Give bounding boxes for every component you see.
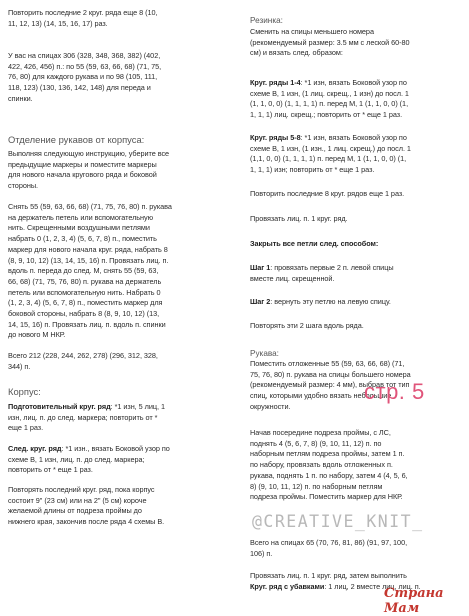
text-line: нижнего края, закончив после ряда 4 схемы В. xyxy=(8,517,165,527)
text-line: 11, 12, 13) (14, 15, 16, 17) раз. xyxy=(8,18,108,28)
text-line: окружности. xyxy=(250,401,291,411)
text-line: вдоль п. переда до след. М, снять 55 (59, 63, xyxy=(8,266,159,276)
text-line: 8) (9, 10, 11, 12) п. по наборным петлям xyxy=(250,481,383,491)
section-heading: Рукава: xyxy=(250,349,279,358)
section-heading: Корпус: xyxy=(8,386,41,397)
bold-text-block xyxy=(250,263,394,284)
text-line: Сменить на спицы меньшего номера xyxy=(250,27,374,36)
section-heading: Отделение рукавов от корпуса: xyxy=(8,134,145,145)
text-line: Поместить отложенные 55 (59, 63, 66, 68) (71, xyxy=(250,359,405,368)
text-line: Повторить последние 2 круг. ряда еще 8 (10, xyxy=(8,8,158,17)
text-line: изн, лиц. п. до след. маркера; повторить от * xyxy=(8,412,158,422)
text-line: (рекомендуемый размер: 3.5 мм с леской 60-80 xyxy=(250,37,410,47)
text-line: наборным петлям подреза проймы, затем 1 п. xyxy=(250,449,405,459)
text-line: (1, 2, 3, 4) (5, 6, 7, 8) п., поместить маркер для xyxy=(8,298,163,308)
text-line: (8, 9, 10, 12) (13, 14, 15, 16) п. Провязать лиц. п. xyxy=(8,255,169,265)
text-line: подреза проймы. Поместить маркер для НКР. xyxy=(250,492,403,502)
bold-label: Круг. ряды 1-4 xyxy=(250,78,301,87)
text-line: поднять 4 (5, 6, 7, 8) (9, 10, 11, 12) п. по xyxy=(250,438,382,448)
text-block xyxy=(250,27,410,59)
text-block xyxy=(250,428,408,503)
bold-text-block xyxy=(250,133,411,176)
text-line: Всего 212 (228, 244, 262, 278) (296, 312, 328, xyxy=(8,351,158,360)
text-line: Провязать лиц. п. 1 круг. ряд. xyxy=(250,214,348,223)
text-line: схеме В, 1 изн, лиц. п. до след. маркера; xyxy=(8,454,145,464)
text-line: повторить от * еще 1 раз. xyxy=(8,465,93,475)
text-line: 422, 426, 456) п.: по 55 (59, 63, 66, 68) (71, 75, xyxy=(8,61,162,71)
text-line: (1,1, 0, 0) (1, 1, 1, 1) п. перед М, 1 (1, 1, 0, 0) (1, xyxy=(250,154,407,164)
bold-label: След. круг. ряд xyxy=(8,444,62,453)
text-line: Подготовительный круг. ряд: *1 изн, 5 лиц, 1 xyxy=(8,402,165,411)
cast-off-heading: Закрыть все петли след. способом: xyxy=(250,239,379,248)
text-line: (рекомендуемый размер: 4 мм), выбрав тот тип xyxy=(250,380,410,390)
text-line: 14, 15, 16) п. Провязать лиц. п. вдоль п. спинки xyxy=(8,319,166,329)
text-line: След. круг. ряд: *1 изн., вязать Боковой узор по xyxy=(8,444,170,453)
text-line: спиц, которыми удобно вязать небольшие xyxy=(250,391,392,401)
text-line: У вас на спицах 306 (328, 348, 368, 382) (402, xyxy=(8,51,161,60)
bold-text-block xyxy=(8,444,170,476)
text-block xyxy=(8,8,157,29)
text-line: Круг. ряды 5-8: *1 изн, вязать Боковой узор по xyxy=(250,133,407,142)
text-line: 344) п. xyxy=(8,361,31,371)
watermark-text: @CREATIVE_KNIT_ xyxy=(252,512,424,531)
text-line: стороны. xyxy=(8,181,38,191)
text-line: на держатель петель или вспомогательную xyxy=(8,212,154,222)
text-line: (1, 1, 0, 0) (1, 1, 1, 1) п. перед М, 1 (1, 1, 0, 0) (1, xyxy=(250,99,409,109)
text-line: до нового М НКР. xyxy=(8,330,66,340)
text-line: Повторять эти 2 шага вдоль ряда. xyxy=(250,321,364,330)
site-logo: Страна Мам xyxy=(384,586,444,616)
text-line: боковой стороны, набрать 8 (8, 9, 10, 12) (13, xyxy=(8,309,160,319)
text-line: Провязать лиц. п. 1 круг. ряд, затем выполнить xyxy=(250,571,407,580)
text-line: 106) п. xyxy=(250,548,273,558)
text-line: см) и вязать след. образом: xyxy=(250,48,343,58)
bold-label: Шаг 1 xyxy=(250,263,271,272)
text-line: вместе лиц. скрещенной. xyxy=(250,273,335,283)
bold-text-block xyxy=(250,78,409,121)
text-line: рукава, поднять 1 п. по набору, затем 4 (4, 5, 6, xyxy=(250,470,408,480)
text-line: 1, 1, 1) изн; повторить от * еще 1 раз. xyxy=(250,165,375,175)
section-heading: Резинка: xyxy=(250,16,283,25)
text-line: предыдущие маркеры и поместите маркеры xyxy=(8,159,157,169)
text-line: схеме В, 1 изн, (1 изн., 1 лиц. скрещ.) до посл. 1 xyxy=(250,143,411,153)
text-line: еще 1 раз. xyxy=(8,423,44,433)
bold-label: Шаг 2 xyxy=(250,297,271,306)
text-line: Снять 55 (59, 63, 66, 68) (71, 75, 76, 80) п. рукава xyxy=(8,202,172,211)
text-line: для нового начала кругового ряда и боковой xyxy=(8,170,157,180)
bold-label: Подготовительный круг. ряд xyxy=(8,402,111,411)
text-line: 118, 123) (130, 136, 142, 148) для переда и xyxy=(8,83,151,93)
bold-label: Круг. ряды 5-8 xyxy=(250,133,301,142)
bold-text-block xyxy=(250,297,391,308)
text-line: 1, 1, 1) лиц. скрещ.; повторить от * еще 1 раз. xyxy=(250,110,403,120)
text-line: желаемой длины от подреза проймы до xyxy=(8,506,142,516)
text-line: Шаг 2: вернуть эту петлю на левую спицу. xyxy=(250,297,391,306)
text-block xyxy=(250,538,407,559)
text-line: спинки. xyxy=(8,93,33,103)
text-line: Круг. ряды 1-4: *1 изн, вязать Боковой узор по xyxy=(250,78,407,87)
text-line: Выполняя следующую инструкцию, уберите все xyxy=(8,149,170,158)
text-line: состоит 9" (23 см) или на 2" (5 см) короче xyxy=(8,495,147,505)
text-line: Начав посередине подреза проймы, с ЛС, xyxy=(250,428,391,437)
text-line: Шаг 1: провязать первые 2 п. левой спицы xyxy=(250,263,394,272)
text-block xyxy=(8,202,172,341)
bold-text-block xyxy=(8,402,165,434)
text-line: по набору, провязать вдоль отложенных п. xyxy=(250,460,393,470)
text-line: маркер для нового начала круг. ряда, набрать 8 xyxy=(8,244,168,254)
text-line: схеме В, 1 изн, (1 лиц. скрещ., 1 изн) до посл. 1 xyxy=(250,88,409,98)
text-line: набрать 0 (1, 2, 3, 4) (5, 6, 7, 8) п., поместить xyxy=(8,234,157,244)
text-block xyxy=(8,485,164,528)
text-line: Повторить последние 8 круг. рядов еще 1 раз. xyxy=(250,189,405,198)
text-line: 66, 68) (71, 75, 76, 80) п. рукава на держатель xyxy=(8,276,162,286)
page-number: стр. 5 xyxy=(364,379,425,404)
text-line: петель или вспомогательную нить. Набрать 0 xyxy=(8,287,161,297)
bold-label: Круг. ряд с убавками xyxy=(250,582,325,591)
text-block xyxy=(8,351,158,372)
text-line: 76, 80) для каждого рукава и по 98 (105, 111, xyxy=(8,72,158,82)
text-line: Круг. ряд с убавками: 1 лиц, 2 вместе лиц, лиц. п. xyxy=(250,582,421,591)
text-line: Всего на спицах 65 (70, 76, 81, 86) (91, 97, 100, xyxy=(250,538,408,547)
text-block xyxy=(8,149,169,192)
text-block xyxy=(8,51,161,105)
text-line: Повторять последний круг. ряд, пока корпус xyxy=(8,485,155,494)
text-line: нить. Скрещенными воздушными петлями xyxy=(8,223,150,233)
text-line: 75, 76, 80) п. рукава на спицы большего номера xyxy=(250,369,411,379)
